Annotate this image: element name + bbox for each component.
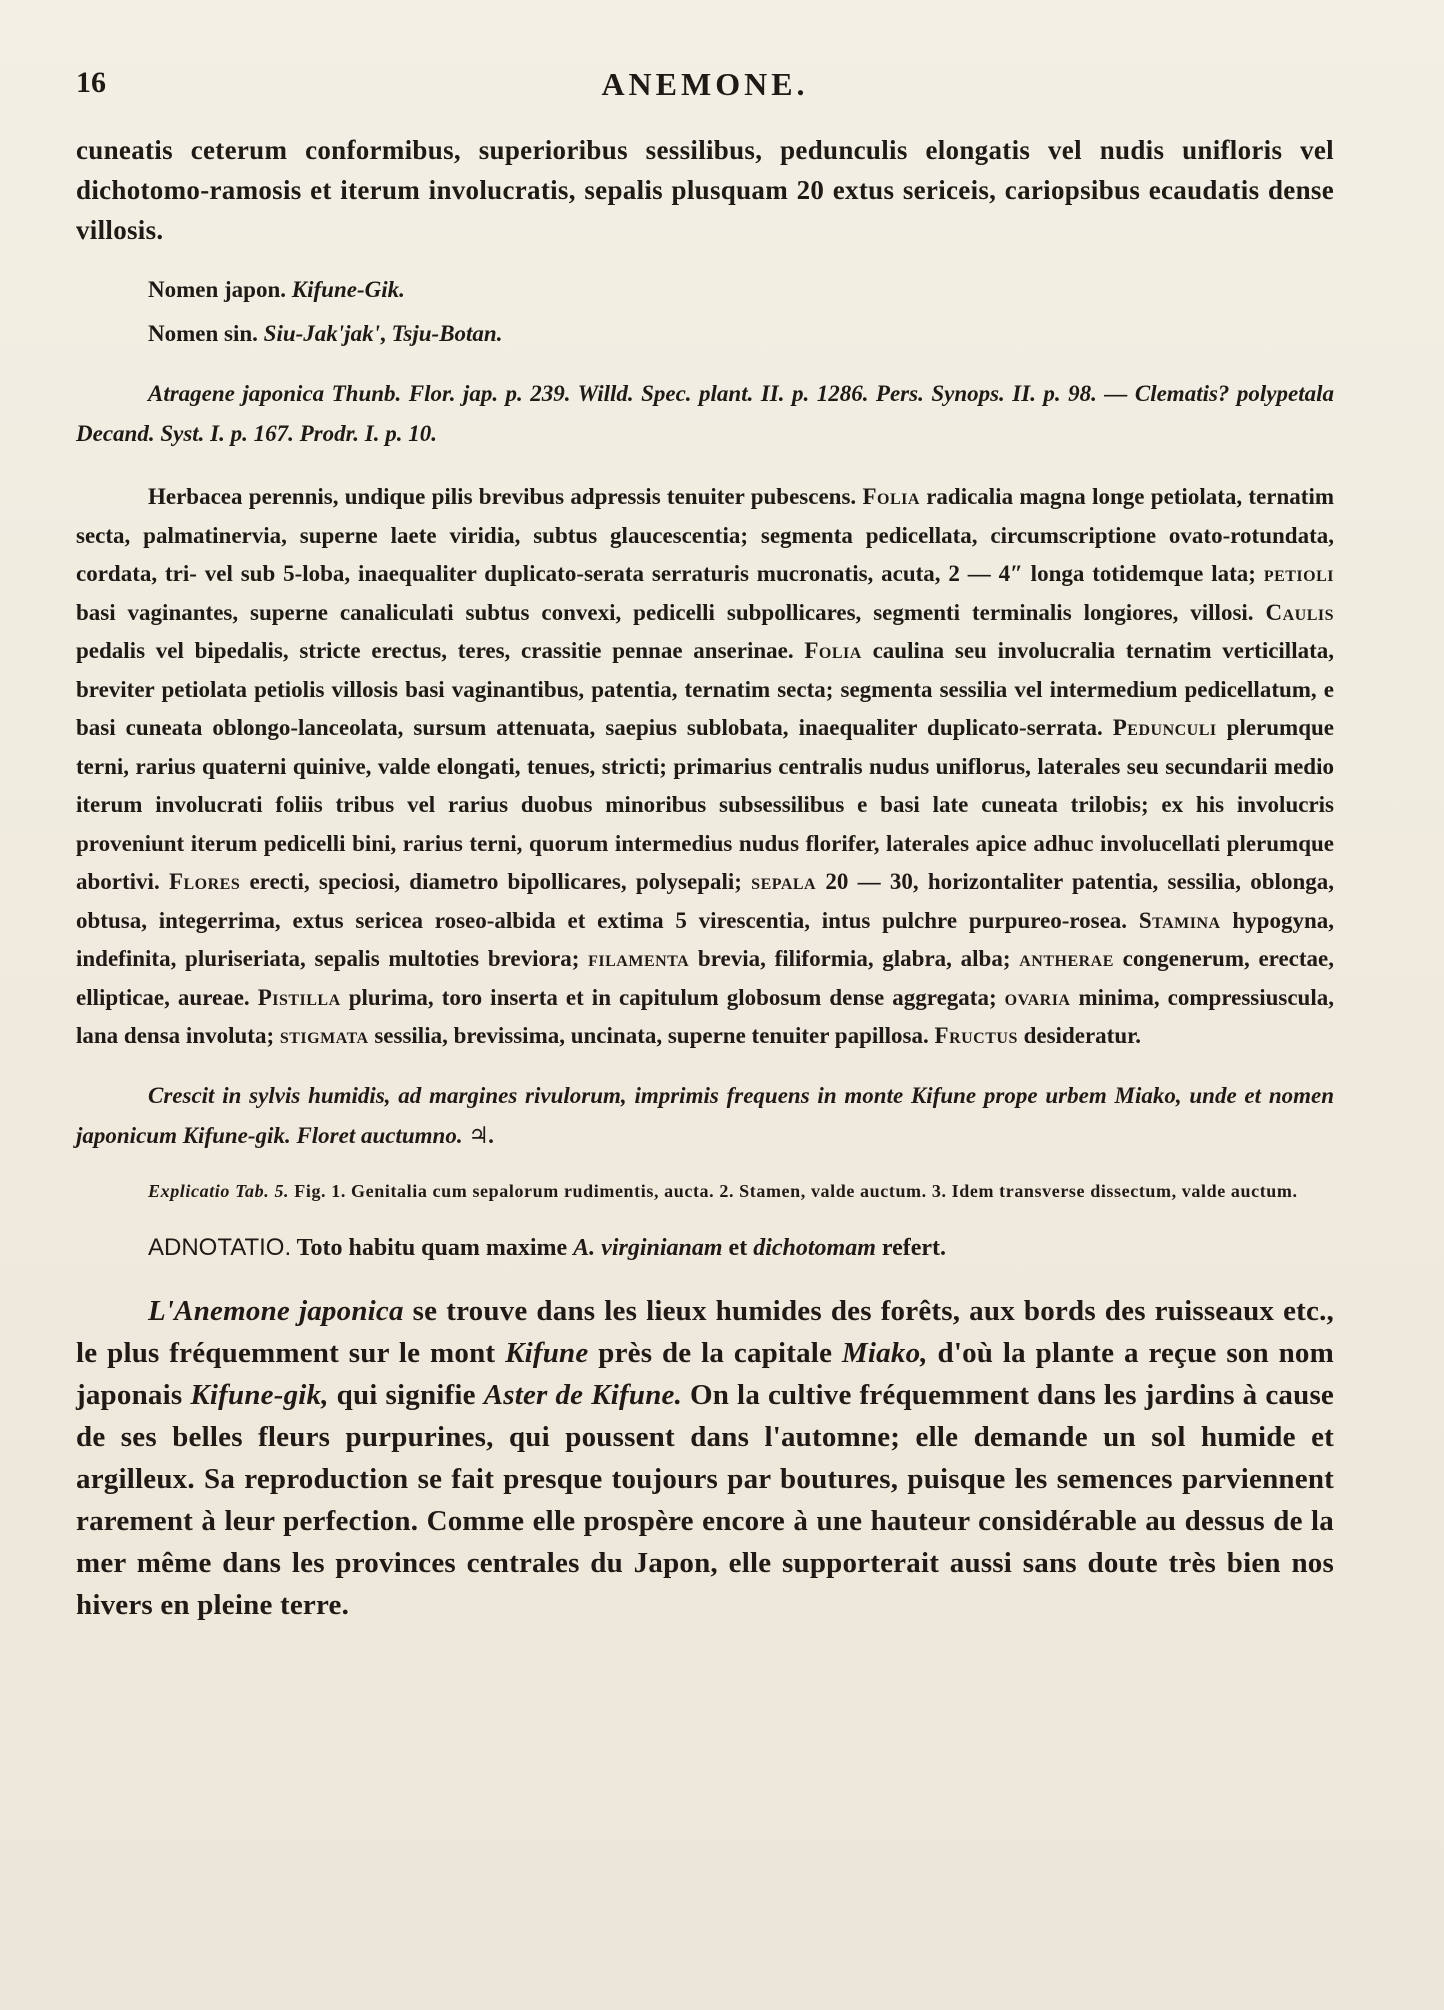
diagnosis-paragraph: cuneatis ceterum conformibus, superioribus sessilibus, pedunculis elongatis vel nudis unifloris vel dichotomo-ramosis et iterum involucratis, sepalis plusquam 20 extus sericeis, cariopsibus ecaudatis dense villosis. — [76, 135, 1334, 245]
desc-term-ovaria: ovaria — [1004, 984, 1071, 1010]
description-paragraph — [76, 478, 1334, 1056]
desc-text: desideratur. — [1017, 1023, 1141, 1048]
desc-term-sepala: sepala — [751, 869, 817, 894]
desc-text: plurima, toro inserta et in capitulum globosum dense aggregata; — [340, 984, 1005, 1010]
plate-explanation — [76, 1174, 1334, 1208]
desc-term-petioli: petioli — [1263, 561, 1334, 586]
desc-text: radicalia magna longe petiolata, ternatim secta, palmatinervia, superne laete viridia, subtus glaucescentia; segmenta pedicellata, circumscriptione ovato-rotundata, cordata, tri- vel sub 5-loba, inaequaliter duplicato-serata serraturis mucronatis, acuta, 2 — 4″ longa totidemque lata; — [76, 484, 1334, 586]
adnotatio-text: et — [722, 1234, 754, 1261]
desc-text: congenerum, erectae, ellipticae, aureae. — [76, 946, 1334, 1010]
desc-term-filamenta: filamenta — [588, 946, 690, 971]
nomen-sin-separator: , — [379, 321, 392, 346]
french-text: près de la capitale — [588, 1336, 842, 1369]
adnotatio-text: refert. — [875, 1234, 947, 1261]
nomen-japon-label: Nomen japon. — [148, 277, 287, 302]
desc-text: pedalis vel bipedalis, stricte erectus, teres, crassitie pennae anserinae. — [76, 638, 805, 663]
desc-term-antherae: antherae — [1019, 946, 1114, 971]
desc-text: erecti, speciosi, diametro bipollicares, polysepali; — [240, 869, 752, 894]
desc-text: basi vaginantes, superne canaliculati subtus convexi, pedicelli subpollicares, segmenti terminalis longiores, villosi. — [76, 599, 1266, 625]
desc-text: brevia, filiformia, glabra, alba; — [689, 946, 1020, 971]
french-text: qui signifie — [328, 1378, 484, 1411]
desc-term-folia: Folia — [862, 484, 920, 509]
desc-text: caulina seu involucralia ternatim verticillata, breviter petiolata petiolis villosis basi vaginantibus, patentia, ternatim secta; segmenta sessilia vel intermedium pedicellatum, e basi cuneata oblongo-lanceolata, sursum attenuata, saepius sublobata, inaequaliter duplicato-serrata. — [76, 638, 1334, 740]
desc-term-caulis: Caulis — [1265, 599, 1334, 625]
nomen-japon-value: Kifune-Gik. — [291, 277, 405, 302]
french-text: se trouve dans les lieux humides des forêts, aux bords des ruisseaux etc., le plus fréquemment sur le mont — [76, 1294, 1334, 1369]
french-text: On la cultive fréquemment dans les jardins à cause de ses belles fleurs purpurines, qui poussent dans l'automne; elle demande un sol humide et argilleux. Sa reproduction se fait presque toujours par boutures, puisque les semences parviennent rarement à leur perfection. Comme elle prospère encore à une hauteur considérable au dessus de la mer même dans les provinces centrales du Japon, elle supporterait aussi sans doute très bien nos hivers en pleine terre. — [76, 1378, 1334, 1621]
french-italic: Kifune — [505, 1336, 589, 1369]
desc-term-stamina: Stamina — [1138, 907, 1221, 933]
desc-text: sessilia, brevissima, uncinata, superne tenuiter papillosa. — [368, 1023, 935, 1048]
plate-explanation-label: Explicatio Tab. 5. — [148, 1180, 290, 1201]
desc-text: plerumque terni, rarius quaterni quinive, valde elongati, tenues, stricti; primarius centralis nudus uniflorus, laterales seu secundarii medio iterum involucrati foliis tribus vel rarius duobus minoribus subsessilibus e basi late cuneata trilobis; ex his involucris proveniunt iterum pedicelli bini, rarius terni, quorum intermedius nudus florifer, laterales apice adhuc involucellati plerumque abortivi. — [76, 715, 1335, 894]
desc-text: 20 — 30, horizontaliter patentia, sessilia, oblonga, obtusa, integerrima, extus sericea roseo-albida et extima 5 virescentia, intus pulchre purpureo-rosea. — [76, 869, 1334, 933]
desc-term-pedunculi: Pedunculi — [1112, 715, 1217, 740]
nomen-sin-value-2: Tsju-Botan. — [391, 321, 503, 346]
adnotatio-species: dichotomam — [753, 1234, 876, 1261]
page-body — [76, 130, 1334, 1626]
desc-term-fructus: Fructus — [934, 1023, 1018, 1048]
vernacular-names — [76, 268, 1334, 356]
nomen-sin-value-1: Siu-Jak'jak' — [263, 321, 380, 346]
desc-text: minima, compressiuscula, lana densa involuta; — [76, 984, 1334, 1048]
french-italic: Kifune-gik, — [190, 1378, 329, 1411]
adnotatio-paragraph — [76, 1228, 1334, 1268]
french-paragraph — [76, 1290, 1334, 1626]
adnotatio-label: ADNOTATIO. — [148, 1233, 292, 1261]
desc-term-folia-caulina: Folia — [804, 638, 862, 663]
desc-text: hypogyna, indefinita, pluriseriata, sepalis multoties breviora; — [76, 907, 1335, 971]
french-italic: Aster de Kifune. — [483, 1378, 683, 1411]
adnotatio-text: Toto habitu quam maxime — [291, 1234, 574, 1261]
desc-term-stigmata: stigmata — [279, 1023, 369, 1048]
nomen-japonicum — [148, 268, 1334, 312]
desc-text: Herbacea perennis, undique pilis brevibus adpressis tenuiter pubescens. — [148, 484, 863, 509]
desc-term-pistilla: Pistilla — [257, 984, 341, 1010]
page-number: 16 — [76, 66, 106, 99]
french-italic: Miako, — [841, 1336, 928, 1369]
running-title: ANEMONE. — [601, 66, 809, 102]
desc-term-flores: Flores — [168, 869, 241, 894]
plate-explanation-text: Fig. 1. Genitalia cum sepalorum rudimentis, aucta. 2. Stamen, valde auctum. 3. Idem transverse dissectum, valde auctum. — [289, 1180, 1298, 1201]
nomen-sin-label: Nomen sin. — [148, 321, 258, 346]
synonymy-paragraph: Atragene japonica Thunb. Flor. jap. p. 239. Willd. Spec. plant. II. p. 1286. Pers. Synops. II. p. 98. — Clematis? polypetala Decand. Syst. I. p. 167. Prodr. I. p. 10. — [76, 381, 1334, 446]
french-text: d'où la plante a reçue son nom japonais — [76, 1336, 1334, 1411]
adnotatio-species: A. virginianam — [573, 1234, 723, 1261]
nomen-sinicum — [148, 312, 1334, 356]
habitat-paragraph: Crescit in sylvis humidis, ad margines rivulorum, imprimis frequens in monte Kifune prope urbem Miako, unde et nomen japonicum Kifune-gik. Floret auctumno. ♃. — [76, 1082, 1334, 1148]
page-header — [76, 66, 1334, 106]
french-italic: L'Anemone japonica — [148, 1294, 404, 1327]
